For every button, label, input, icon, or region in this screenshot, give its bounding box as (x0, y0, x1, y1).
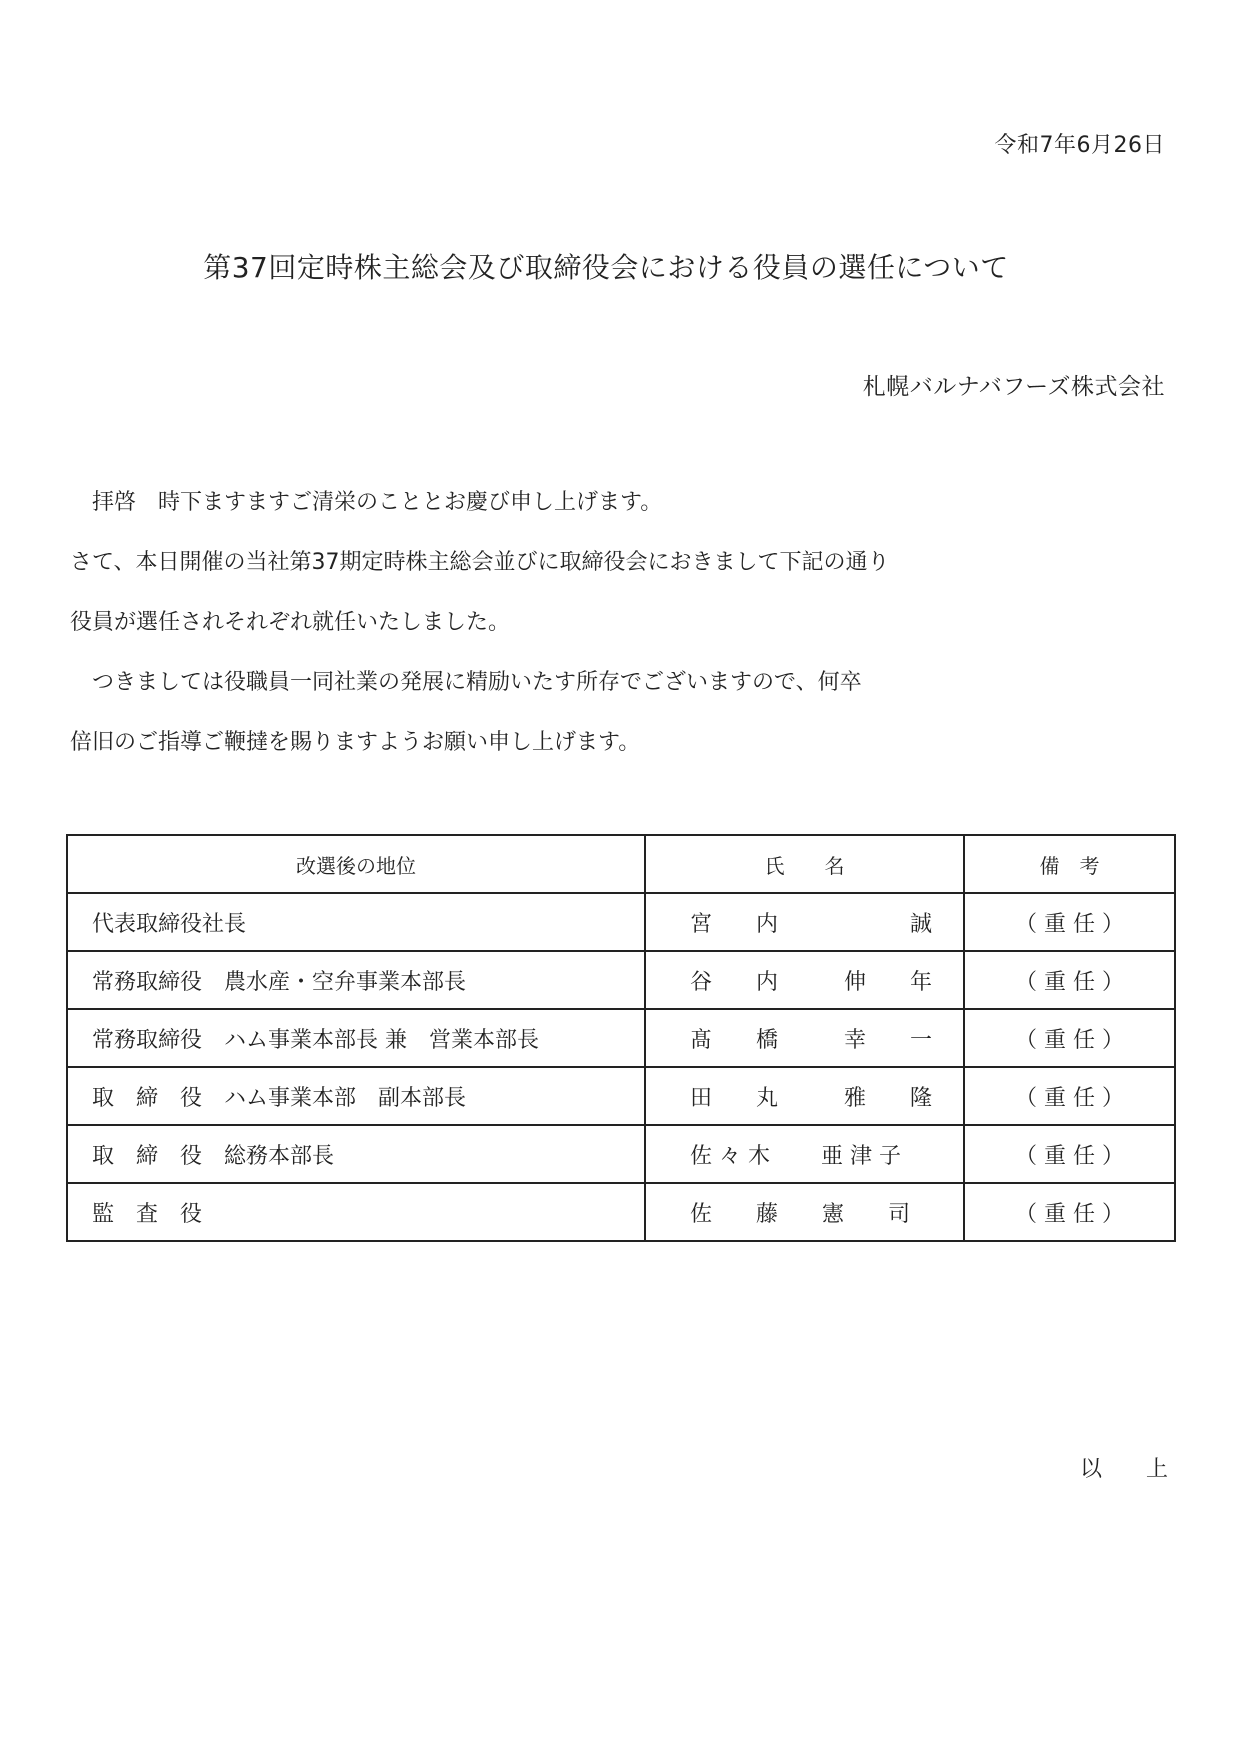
remark-cell: （ 重 任 ） (964, 1125, 1175, 1183)
table-row (67, 893, 1175, 951)
position-cell: 代表取締役社長 (67, 893, 645, 951)
remark-cell: （ 重 任 ） (964, 1183, 1175, 1241)
table-row (67, 951, 1175, 1009)
table-row (67, 1009, 1175, 1067)
name-cell: 佐 々 木 亜 津 子 (645, 1125, 964, 1183)
table-row (67, 1125, 1175, 1183)
closing-remark: 以 上 (1079, 1457, 1168, 1482)
position-cell: 常務取締役 ハム事業本部長 兼 営業本部長 (67, 1009, 645, 1067)
remark-cell: （ 重 任 ） (964, 1009, 1175, 1067)
table-row (67, 1067, 1175, 1125)
document-title: 第37回定時株主総会及び取締役会における役員の選任について (203, 251, 1009, 284)
column-header-name: 氏 名 (645, 835, 964, 893)
name-cell: 田 丸 雅 隆 (645, 1067, 964, 1125)
column-header-remark: 備 考 (964, 835, 1175, 893)
company-name: 札幌バルナバフーズ株式会社 (862, 374, 1165, 400)
document-date: 令和7年6月26日 (994, 133, 1165, 158)
remark-cell: （ 重 任 ） (964, 893, 1175, 951)
table-row (67, 1183, 1175, 1241)
table-header-row (67, 835, 1175, 893)
officers-table (66, 834, 1176, 1242)
name-cell: 谷 内 伸 年 (645, 951, 964, 1009)
body-paragraph: つきましては役職員一同社業の発展に精励いたす所存でございますので、何卒 (70, 670, 862, 695)
position-cell: 取 締 役 総務本部長 (67, 1125, 645, 1183)
position-cell: 監 査 役 (67, 1183, 645, 1241)
body-paragraph: 役員が選任されそれぞれ就任いたしました。 (70, 610, 511, 635)
remark-cell: （ 重 任 ） (964, 951, 1175, 1009)
body-paragraph: 倍旧のご指導ご鞭撻を賜りますようお願い申し上げます。 (70, 730, 641, 755)
position-cell: 取 締 役 ハム事業本部 副本部長 (67, 1067, 645, 1125)
remark-cell: （ 重 任 ） (964, 1067, 1175, 1125)
name-cell: 佐 藤 憲 司 (645, 1183, 964, 1241)
body-paragraph: 拝啓 時下ますますご清栄のこととお慶び申し上げます。 (70, 490, 663, 515)
position-cell: 常務取締役 農水産・空弁事業本部長 (67, 951, 645, 1009)
body-paragraph: さて、本日開催の当社第37期定時株主総会並びに取締役会におきまして下記の通り (70, 550, 890, 575)
name-cell: 宮 内 誠 (645, 893, 964, 951)
letter-body (70, 488, 1170, 788)
name-cell: 髙 橋 幸 一 (645, 1009, 964, 1067)
column-header-position: 改選後の地位 (67, 835, 645, 893)
